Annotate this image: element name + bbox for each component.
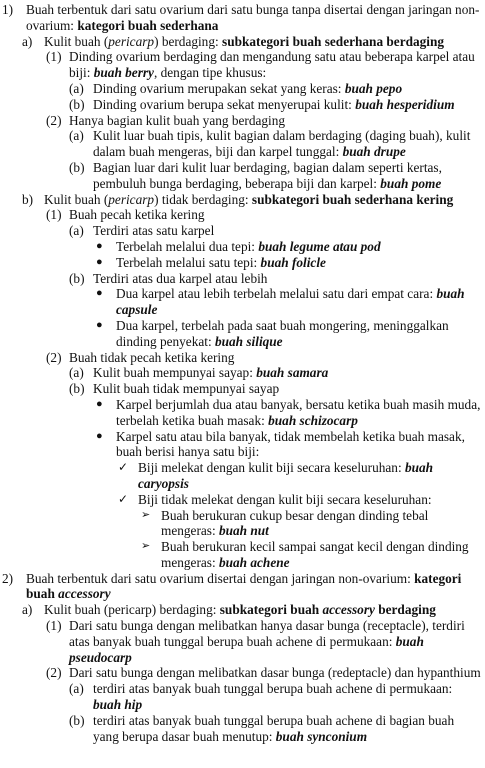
section-1b-2a [2,365,481,381]
section-1a-1a-text: Dinding ovarium merupakan sekat yang keras: [93,80,345,96]
list-item-key: buah capsule [116,286,465,318]
list-item-text: Terbelah melalui dua tepi: [116,238,259,254]
section-2a-1-key: buah pseudocarp [69,633,424,665]
section-1a-1a-key: buah pepo [344,80,403,96]
section-1a-2b-key: buah pome [380,175,442,191]
list-item [2,508,481,540]
list-item-key: buah silique [214,333,283,349]
section-1a-term: pericarp [108,33,155,49]
section-2a-2a [2,681,481,713]
list-item [2,239,481,255]
section-1a-1-key: buah berry [93,65,154,81]
section-1a-number: a) [22,33,33,49]
section-1a-1-text: Dinding ovarium berdaging dan mengandung satu atau beberapa karpel atau biji: [69,49,475,81]
section-2 [2,571,481,603]
list-item-key: buah nut [218,523,269,539]
section-1a-1b [2,97,481,113]
section-2a-2-text: Dari satu bunga dengan melibatkan dasar bunga (redeptacle) dan hypanthium [69,665,481,681]
section-2a-2a-number: (a) [69,681,84,697]
section-1a-1b-text: Dinding ovarium berupa sekat menyerupai kulit: [93,96,356,112]
arrow-icon: ➢ [141,508,151,521]
section-1a-1 [2,49,481,81]
section-1a-2a-number: (a) [69,128,84,144]
section-1a-1-number: (1) [46,49,62,65]
bullet-marker: ● [96,397,103,410]
section-1a-1a-number: (a) [69,80,84,96]
list-item-text: Buah berukuran kecil sampai sangat kecil dengan dinding mengeras: [161,539,469,570]
section-1a-key: subkategori buah sederhana berdaging [222,33,445,49]
section-1b-key: subkategori buah sederhana kering [251,191,454,207]
section-1b-2-text: Buah tidak pecah ketika kering [69,349,235,365]
section-2-number: 2) [2,570,14,586]
section-2-key: kategori buah [26,570,462,602]
section-1b-2-number: (2) [46,349,62,365]
section-1a [2,34,481,50]
section-1a-1a [2,81,481,97]
section-1a-2a-key: buah drupe [342,144,406,160]
section-2a-2-number: (2) [46,665,62,681]
section-1b-1-number: (1) [46,207,62,223]
list-item [2,318,481,350]
section-1a-2b-text: Bagian luar dari kulit luar berdaging, bagian dalam seperti kertas, pembuluh bunga berdaging, beberapa biji dan karpel: [93,159,442,191]
section-1b-text-end: ) tidak berdaging: [154,191,252,207]
section-1a-2a-text: Kulit luar buah tipis, kulit bagian dalam berdaging (daging buah), kulit dalam buah mengeras, biji dan karpel tunggal: [93,128,471,160]
section-2-text: Buah terbentuk dari satu ovarium disertai dengan jaringan non-ovarium: [26,570,415,586]
section-1a-1b-key: buah hesperidium [355,96,455,112]
section-1b-1b-text: Terdiri atas dua karpel atau lebih [93,270,268,286]
list-item-key: buah schizocarp [268,412,358,428]
section-2a-key: subkategori buah [219,602,323,618]
section-1b-1a [2,223,481,239]
section-1a-text-end: ) berdaging: [154,33,223,49]
list-item-text: Karpel berjumlah dua atau banyak, bersatu ketika buah masih muda, terbelah ketika buah masak: [116,396,481,428]
section-2a-2a-text: terdiri atas banyak buah tunggal berupa buah achene di permukaan: [93,681,453,697]
list-item-text: Terbelah melalui satu tepi: [116,254,261,270]
list-item [2,460,481,492]
section-1-key: kategori buah sederhana [77,17,219,33]
list-item-text: Dua karpel atau lebih terbelah melalui satu dari empat cara: [116,286,437,302]
list-item [2,286,481,318]
section-1b-2b-number: (b) [69,381,85,397]
section-1a-2b-number: (b) [69,159,85,175]
section-1a-2a [2,128,481,160]
section-1b-1a-number: (a) [69,223,84,239]
section-1b-2b [2,381,481,397]
section-1-text: Buah terbentuk dari satu ovarium dari satu bunga tanpa disertai dengan jaringan non-ovarium: [26,2,480,33]
list-item [2,539,481,571]
list-item-key: buah legume atau pod [258,238,381,254]
section-1b-text: Kulit buah ( [44,191,109,207]
section-1b-2 [2,350,481,366]
check-icon: ✓ [118,491,129,506]
section-2a-2a-key: buah hip [93,697,143,713]
section-2a [2,602,481,618]
bullet-marker: ● [96,239,103,252]
bullet-marker: ● [96,287,103,300]
list-item-text: Biji melekat dengan kulit biji secara keseluruhan: [138,460,405,476]
section-1a-text: Kulit buah ( [44,33,109,49]
section-1b-1b-number: (b) [69,270,85,286]
section-2-key-italic: accessory [58,586,111,602]
section-1a-2 [2,113,481,129]
section-1b [2,192,481,208]
list-item-text: Karpel satu atau bila banyak, tidak membelah ketika buah masak, buah berisi hanya satu biji: [116,428,465,460]
section-2a-key-end: berdaging [374,602,436,618]
bullet-marker: ● [96,429,103,442]
list-item [2,492,481,508]
section-1b-2a-key: buah samara [256,365,329,381]
section-2a-2b-number: (b) [69,712,85,728]
section-2a-1-text: Dari satu bunga dengan melibatkan hanya dasar bunga (receptacle), terdiri atas banyak buah tunggal berupa buah achene di permukaan: [69,618,465,649]
section-2a-2b-text: terdiri atas banyak buah tunggal berupa buah achene di bagian buah yang berupa dasar buah menutup: [93,712,455,744]
section-1b-number: b) [22,191,34,207]
list-item-text: Buah berukuran cukup besar dengan dinding tebal mengeras: [161,507,429,539]
list-item [2,429,481,461]
section-2a-key-italic: accessory [322,602,375,618]
bullet-marker: ● [96,255,103,268]
arrow-icon: ➢ [141,540,151,553]
section-1b-1a-text: Terdiri atas satu karpel [93,223,215,239]
section-1b-2a-text: Kulit buah mempunyai sayap: [93,365,257,381]
list-item-text: Biji tidak melekat dengan kulit biji secara keseluruhan: [138,491,432,507]
section-1b-1-text: Buah pecah ketika kering [69,207,205,223]
list-item-key: buah achene [218,554,290,570]
check-icon: ✓ [118,460,129,475]
list-item-text: Dua karpel, terbelah pada saat buah mongering, meninggalkan dinding penyekat: [116,317,449,349]
section-1a-2b [2,160,481,192]
section-2a-2 [2,665,481,681]
section-2a-2b [2,713,481,745]
section-2a-2b-key: buah synconium [275,728,368,744]
section-1a-2-text: Hanya bagian kulit buah yang berdaging [69,112,286,128]
section-1b-2b-text: Kulit buah tidak mempunyai sayap [93,381,280,397]
section-1a-1b-number: (b) [69,96,85,112]
list-item [2,255,481,271]
section-2a-text: Kulit buah (pericarp) berdaging: [44,602,220,618]
section-2a-number: a) [22,602,33,618]
section-1-number: 1) [2,2,14,17]
section-2a-1 [2,618,481,665]
section-1a-1-tail: , dengan tipe khusus: [153,65,267,81]
section-1b-1b [2,271,481,287]
bullet-marker: ● [96,318,103,331]
list-item-key: buah folicle [260,254,326,270]
section-1b-term: pericarp [108,191,155,207]
section-1b-2a-number: (a) [69,365,84,381]
section-2a-1-number: (1) [46,618,62,634]
list-item [2,397,481,429]
section-1b-1 [2,207,481,223]
list-item-key: buah caryopsis [138,460,434,491]
section-1 [2,2,481,34]
section-1a-2-number: (2) [46,112,62,128]
